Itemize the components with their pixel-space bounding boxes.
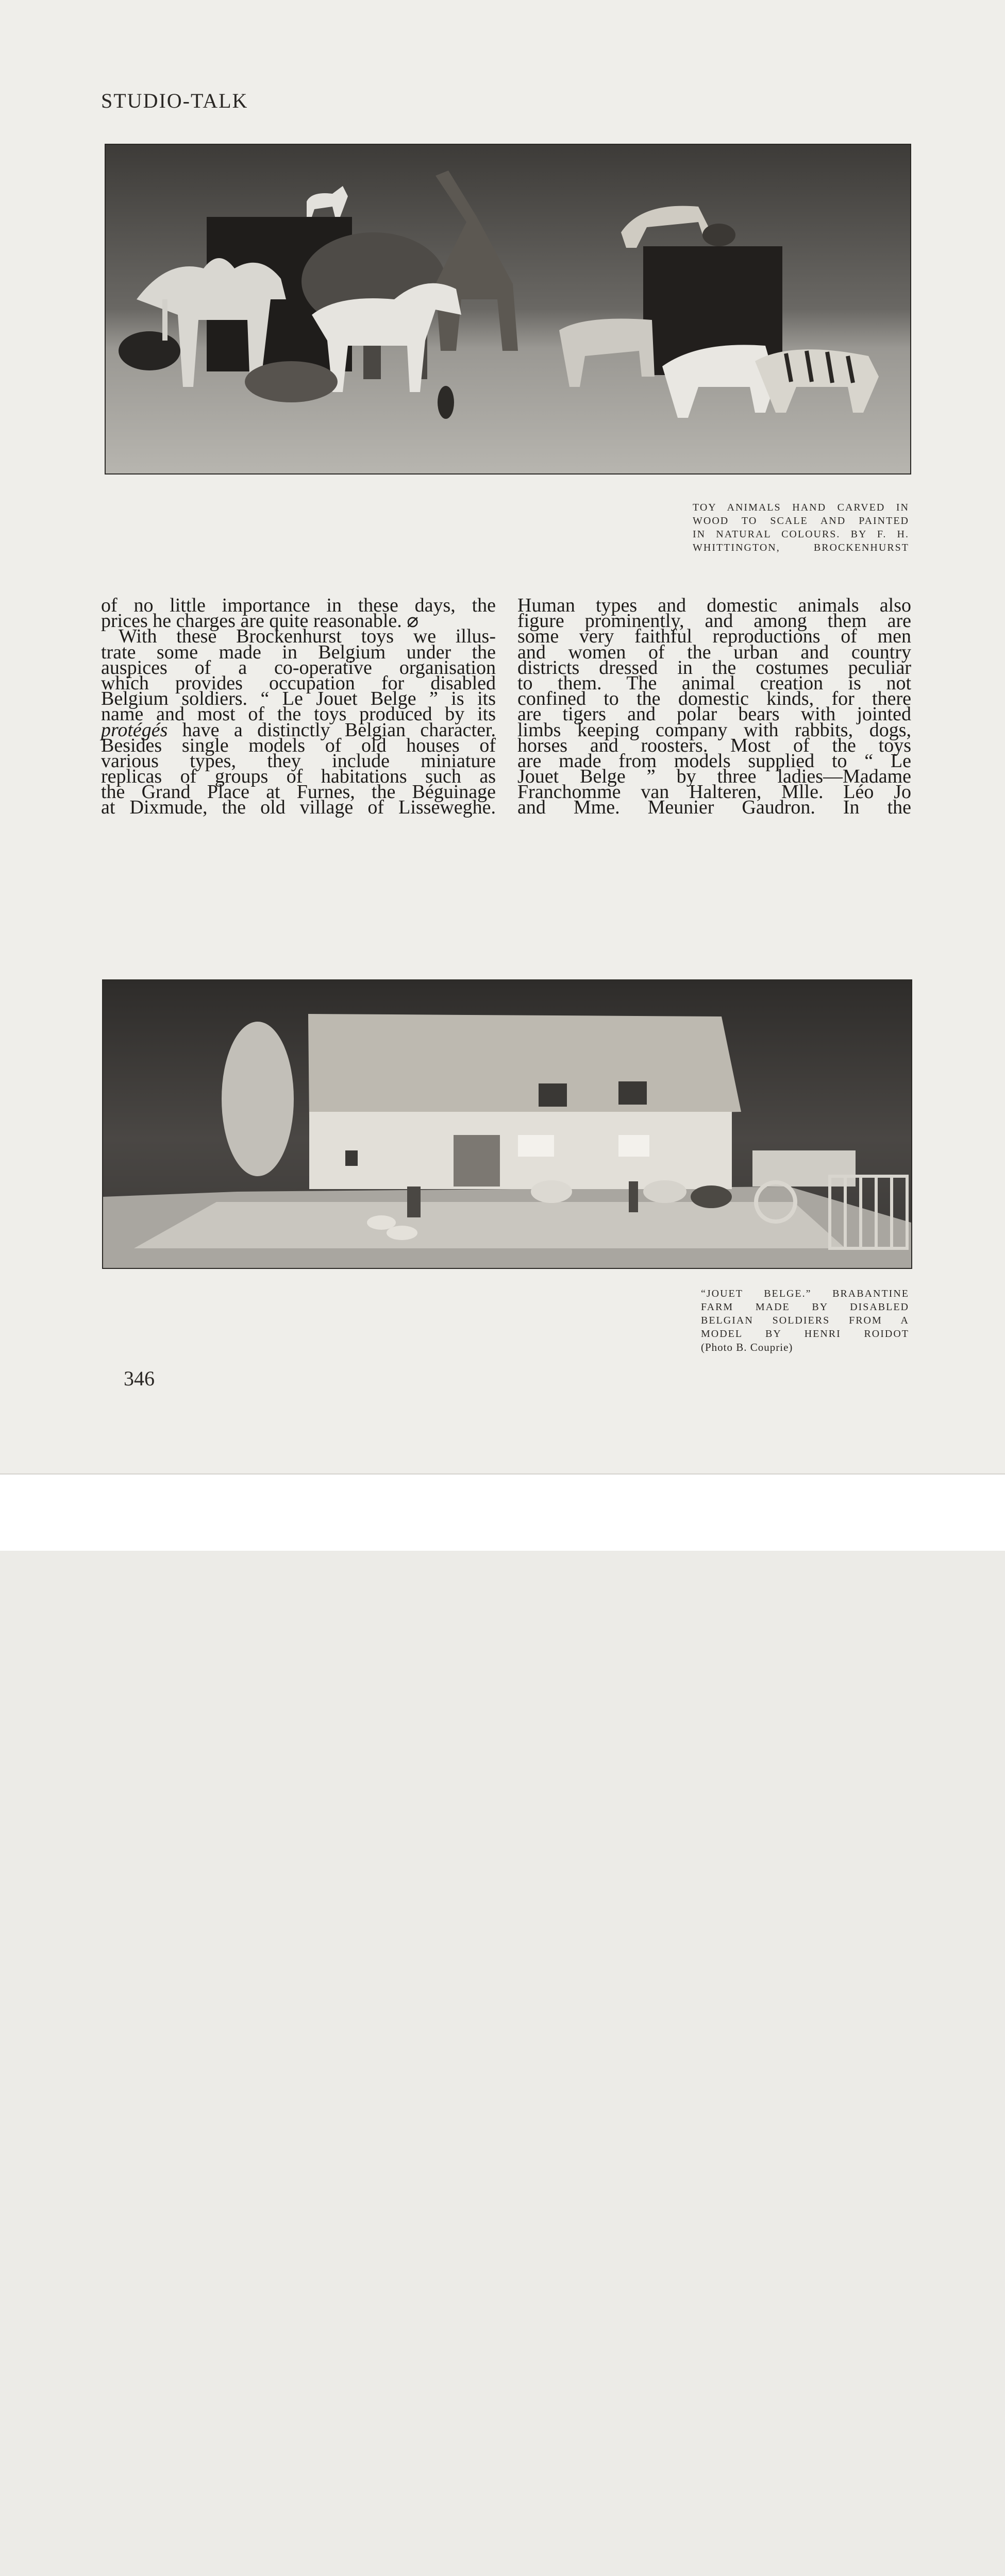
text-line: and women of the urban and country <box>517 641 911 663</box>
text-line: horses and roosters. Most of the toys <box>517 734 911 756</box>
text-line: are made from models supplied to “ Le <box>517 750 911 772</box>
text-line: the Grand Place at Furnes, the Béguinage <box>101 781 496 803</box>
text-line: Belgium soldiers. “ Le Jouet Belge ” is its <box>101 688 496 710</box>
text-line: Franchomme van Halteren, Mlle. Léo Jo <box>517 781 911 803</box>
text-line: trate some made in Belgium under the <box>101 641 496 663</box>
figure-caption-farm <box>701 1287 909 1354</box>
caption-line: FARM MADE BY DISABLED <box>701 1301 909 1313</box>
caption-line: BELGIAN SOLDIERS FROM A <box>701 1315 909 1326</box>
text-line: various types, they include miniature <box>101 750 496 772</box>
text-line: at Dixmude, the old village of Lisseweghe. <box>101 796 496 819</box>
text-line: and Mme. Meunier Gaudron. In the <box>517 796 911 819</box>
running-head: STUDIO-TALK <box>101 89 248 112</box>
toy-animals-photo <box>105 144 911 474</box>
caption-line: TOY ANIMALS HAND CARVED IN <box>693 502 909 513</box>
caption-line: “JOUET BELGE.” BRABANTINE <box>701 1288 909 1299</box>
caption-line: WHITTINGTON, BROCKENHURST <box>693 542 909 553</box>
photo-credit: (Photo B. Couprie) <box>701 1341 793 1353</box>
text-line: name and most of the toys produced by its <box>101 703 496 725</box>
text-line: to them. The animal creation is not <box>517 672 911 694</box>
text-line: prices he charges are quite reasonable. ⌀ <box>101 610 419 632</box>
text-line: Human types and domestic animals also <box>517 595 911 616</box>
text-line: figure prominently, and among them are <box>517 610 911 632</box>
text-line: protégés have a distinctly Belgian character. <box>101 719 496 741</box>
digitization-footer <box>0 1473 1005 1551</box>
text-column-left <box>101 595 496 819</box>
text-line: replicas of groups of habitations such as <box>101 766 496 788</box>
caption-line: MODEL BY HENRI ROIDOT <box>701 1328 909 1340</box>
text-column-right <box>517 595 911 819</box>
text-line: With these Brockenhurst toys we illus- <box>119 625 496 648</box>
text-line: auspices of a co-operative organisation <box>101 656 496 679</box>
text-line: of no little importance in these days, the <box>101 595 496 616</box>
text-line: Besides single models of old houses of <box>101 734 496 756</box>
figure-caption-toy-animals <box>693 501 909 554</box>
caption-line: IN NATURAL COLOURS. BY F. H. <box>693 529 909 540</box>
text-line: Jouet Belge ” by three ladies—Madame <box>517 766 911 788</box>
text-line: which provides occupation for disabled <box>101 672 496 694</box>
text-line: confined to the domestic kinds, for there <box>517 688 911 710</box>
caption-line: WOOD TO SCALE AND PAINTED <box>693 515 909 527</box>
text-line: districts dressed in the costumes peculiar <box>517 656 911 679</box>
brabantine-farm-photo <box>102 979 912 1269</box>
page-number: 346 <box>124 1367 155 1390</box>
text-line: are tigers and polar bears with jointed <box>517 703 911 725</box>
text-line: limbs keeping company with rabbits, dogs, <box>517 719 911 741</box>
text-line: some very faithful reproductions of men <box>517 625 911 648</box>
